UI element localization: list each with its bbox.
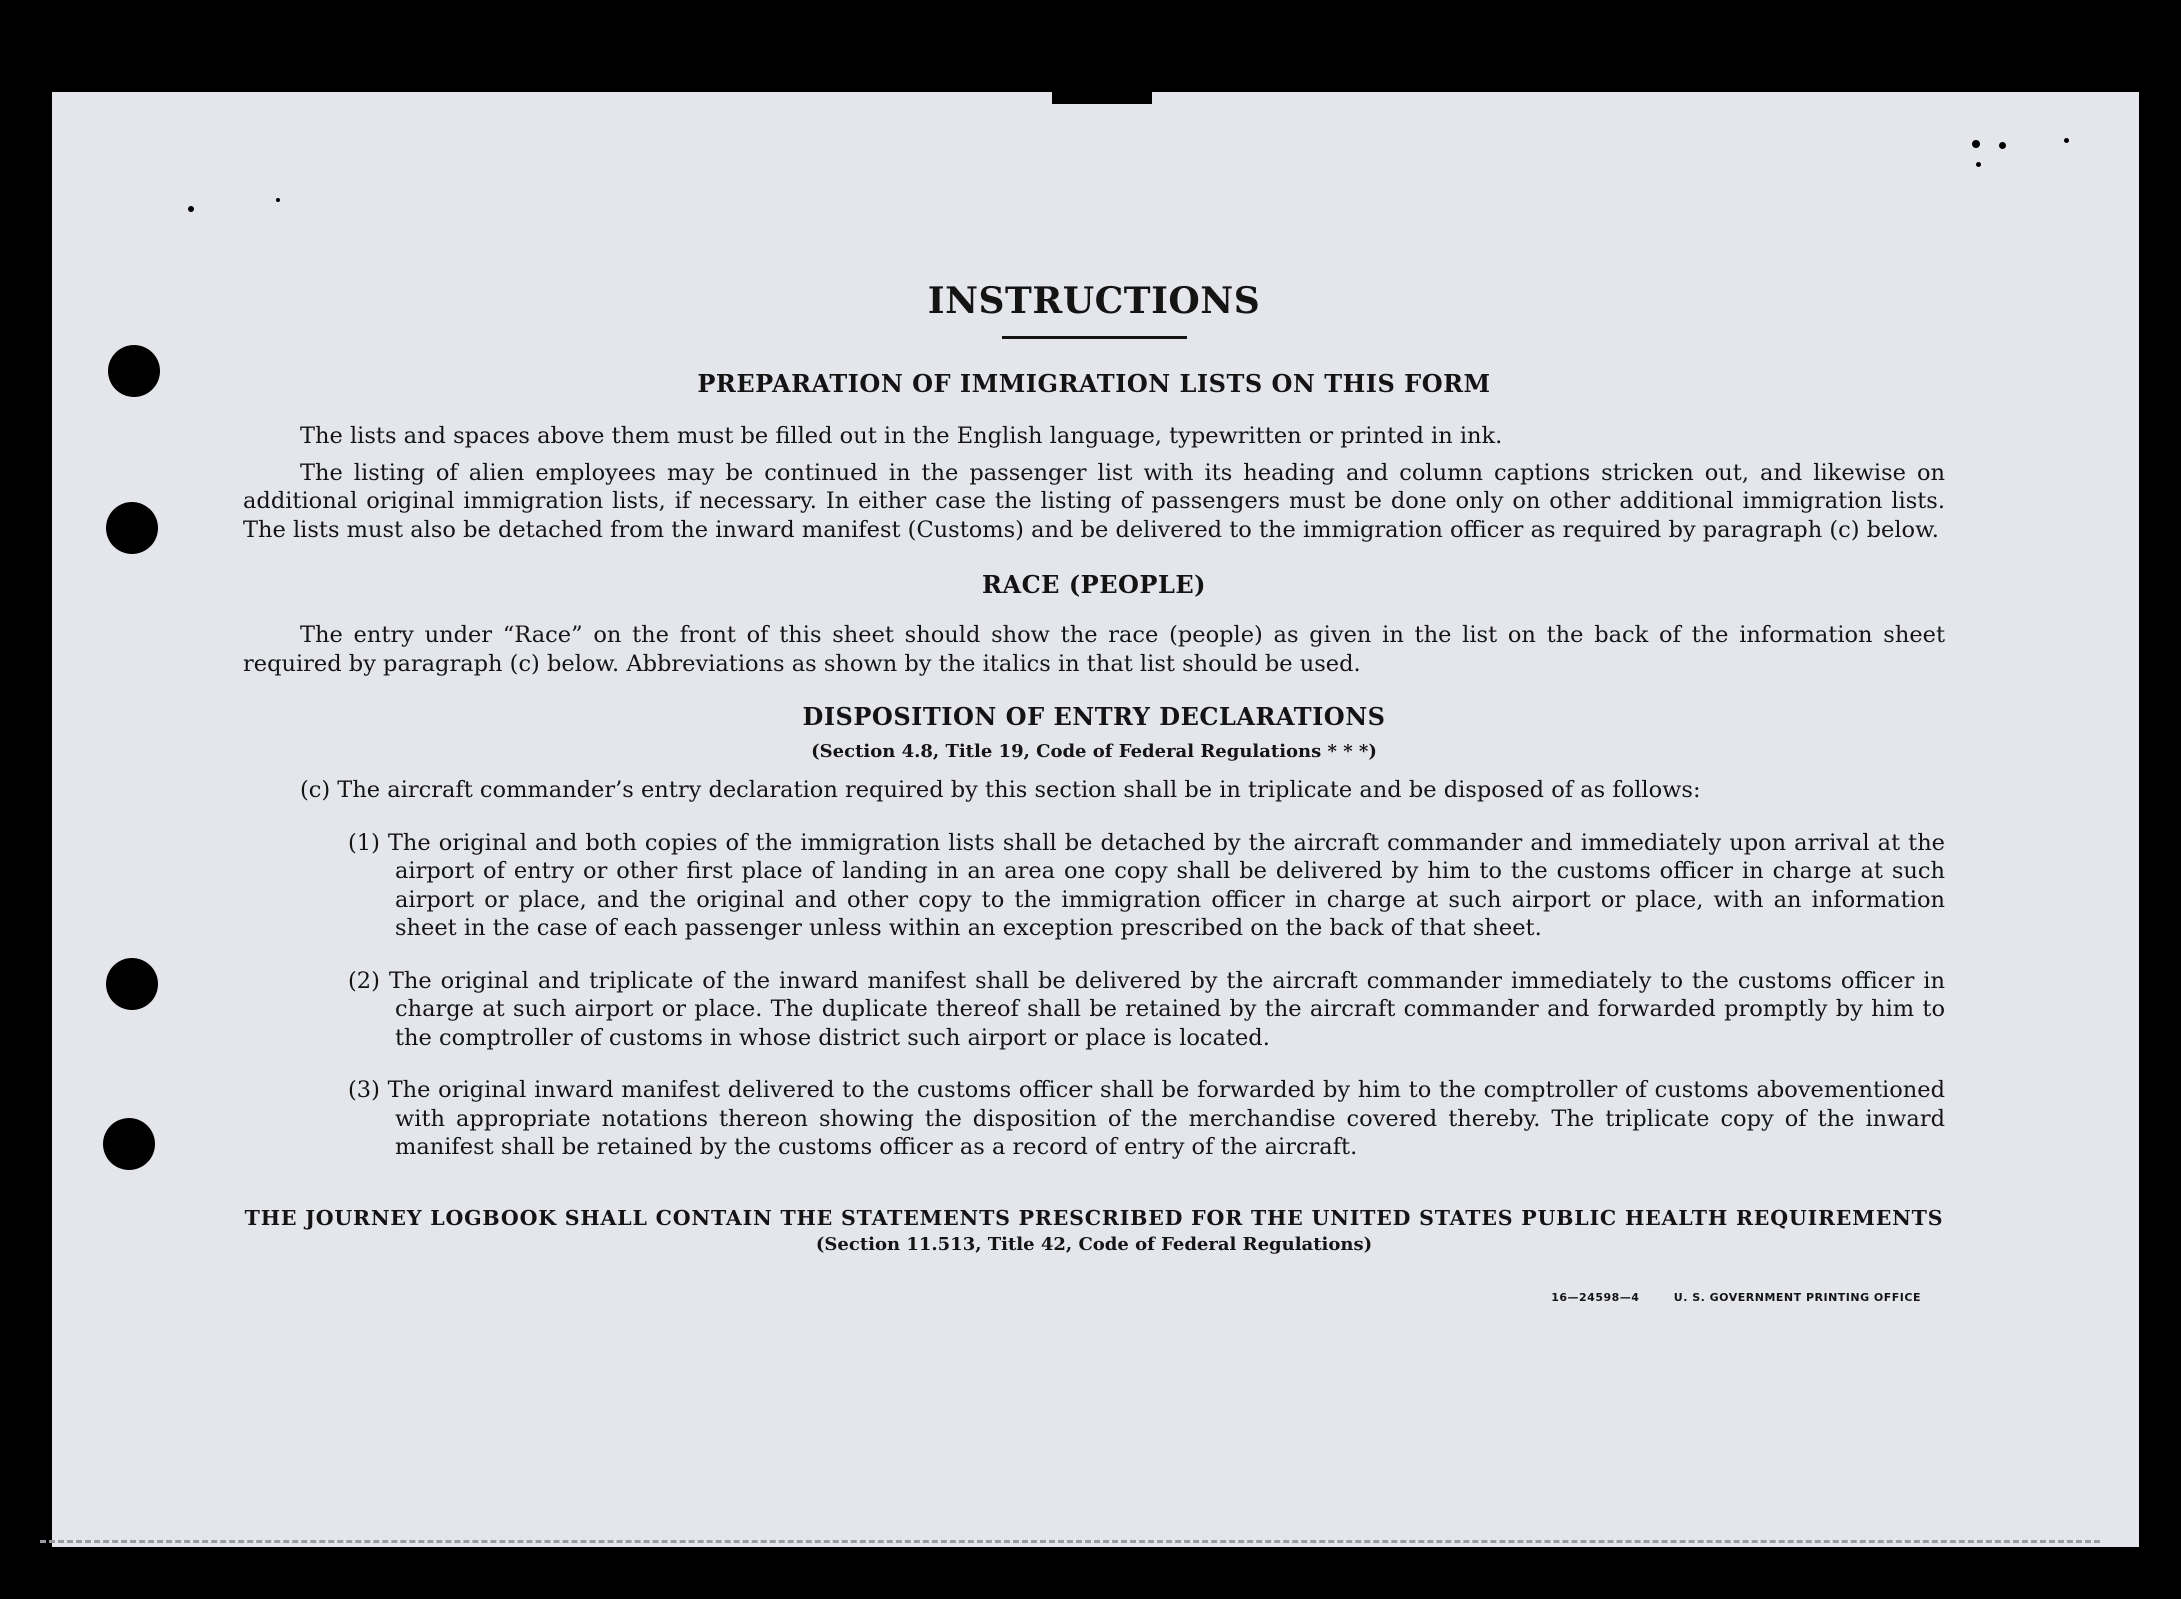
logbook-subheading: (Section 11.513, Title 42, Code of Federal Regulations)	[815, 1233, 1373, 1255]
speck	[1972, 140, 1980, 148]
disposition-intro: (c) The aircraft commander’s entry declaration required by this section shall be in triplicate and be disposed of as follows:	[300, 777, 1701, 803]
logbook-statement: THE JOURNEY LOGBOOK SHALL CONTAIN THE STATEMENTS PRESCRIBED FOR THE UNITED STATES PUBLIC HEALTH REQUIREMENTS	[244, 1205, 1944, 1230]
speck	[2064, 138, 2069, 143]
preparation-paragraph-1: The lists and spaces above them must be filled out in the English language, typewritten or printed in ink.	[300, 423, 1503, 449]
speck	[1976, 162, 1981, 167]
preparation-paragraph-2: The listing of alien employees may be continued in the passenger list with its heading and column captions stricken out, and likewise on additional original immigration lists, if necessary. In either case the listing of passengers must be done only on other additional immigration lists. The lists must also be detached from the inward manifest (Customs) and be delivered to the immigration officer as required by paragraph (c) below.	[243, 459, 1945, 543]
disposition-item-2: (2) The original and triplicate of the inward manifest shall be delivered by the aircraft commander immediately to the customs officer in charge at such airport or place. The duplicate thereof shall be retained by the aircraft commander and forwarded promptly by him to the comptroller of customs in whose district such airport or place is located.	[348, 967, 1945, 1051]
race-heading: RACE (PEOPLE)	[982, 570, 1206, 599]
form-number: 16—24598—4	[1551, 1290, 1640, 1304]
disposition-item-3: (3) The original inward manifest delivered to the customs officer shall be forwarded by him to the comptroller of customs abovementioned with appropriate notations thereon showing the disposition of the merchandise covered thereby. The triplicate copy of the inward manifest shall be retained by the customs officer as a record of entry of the aircraft.	[348, 1077, 1945, 1160]
race-paragraph: The entry under “Race” on the front of this sheet should show the race (people) as given in the list on the back of the information sheet required by paragraph (c) below. Abbreviations as shown by the italics in that list should be used.	[243, 622, 1945, 677]
perforation-line	[40, 1540, 2100, 1543]
preparation-heading: PREPARATION OF IMMIGRATION LISTS ON THIS FORM	[697, 369, 1491, 398]
punch-hole-4	[103, 1118, 155, 1170]
speck	[188, 206, 194, 212]
page-title: INSTRUCTIONS	[927, 280, 1261, 322]
title-underline	[1002, 336, 1187, 339]
punch-hole-1	[108, 345, 160, 397]
disposition-subheading: (Section 4.8, Title 19, Code of Federal Regulations * * *)	[811, 741, 1377, 762]
punch-hole-3	[106, 958, 158, 1010]
punch-hole-2	[106, 502, 158, 554]
top-notch	[1052, 92, 1152, 104]
instructions-content	[243, 280, 1945, 1304]
print-footer	[243, 1291, 1945, 1304]
speck	[1999, 142, 2006, 149]
disposition-heading: DISPOSITION OF ENTRY DECLARATIONS	[802, 702, 1386, 731]
speck	[276, 198, 280, 202]
disposition-item-1: (1) The original and both copies of the immigration lists shall be detached by the aircraft commander and immediately upon arrival at the airport of entry or other first place of landing in an area one copy shall be delivered by him to the customs officer in charge at such airport or place, and the original and other copy to the immigration officer in charge at such airport or place, with an information sheet in the case of each passenger unless within an exception prescribed on the back of that sheet.	[348, 829, 1945, 941]
printer-credit: U. S. GOVERNMENT PRINTING OFFICE	[1673, 1290, 1921, 1304]
